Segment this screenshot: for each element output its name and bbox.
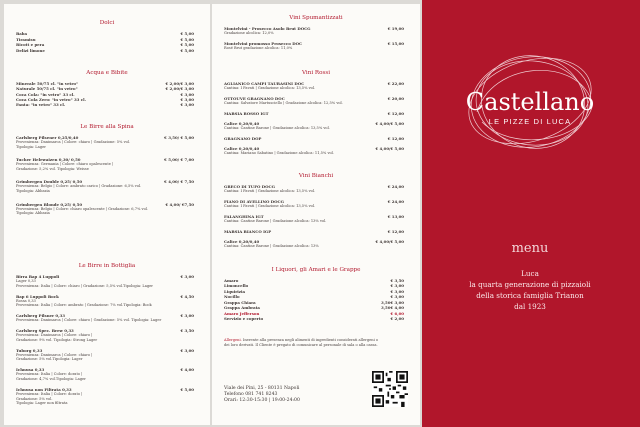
menu-item [224,294,404,299]
item-name: Ricott e pera [16,42,45,47]
phone-line: Telefono 081 741 8243 [224,392,278,398]
menu-item [224,229,404,234]
item-description: Gradazione alcolica: 12,0% [224,31,274,35]
item-description: Gradazione: 5% vol.Tipologia: Lager [16,357,83,362]
item-price: € 5,00 [180,47,194,53]
brand-subtitle: LE PIZZE DI LUCA [488,117,572,126]
item-name: Ichnusa non Filtrata 0,33 [16,387,72,392]
item-price: € 2,00/€ 3,00 [165,81,194,86]
item-name: FALANGHINA IGT [224,214,264,219]
item-price: € 4,50 [180,293,194,299]
menu-item [224,136,404,141]
item-description: Provenienza: Italia | Colore: ambrato | Gradazione: 7% vol.Tipologia: Bock [16,303,152,308]
item-description: Provenienza: Germania | Colore: chiaro opalescente | [16,162,114,167]
item-price: € 3,00 [180,96,194,102]
menu-item [16,48,194,53]
item-price: € 24,00 [387,184,404,189]
item-name: Naturale 50/75 cl. "in vetro" [16,86,78,92]
item-price: € 4,00/ € 7,50 [164,179,194,185]
allergens-note [224,338,420,347]
item-price: € 3,00 [180,347,194,353]
item-description: Provenienza: Italia | Colore: dorato | [16,372,83,377]
item-description: Tipologia: Lager non filtrata [16,401,68,406]
menu-item [224,300,404,305]
item-description: Provenienza: Danimarca | Colore: chiaro | Gradazione: 5% vol. [16,140,131,144]
section-title: Le Birre in Bottiglia [78,263,136,269]
item-name: MARSIA BIANCO IGP [224,229,272,234]
item-description: Cantina: I Favati | Gradazione alcolica: 13,5% vol. [224,86,316,90]
item-name: Fanta: "in vetro" 33 cl. [16,102,66,108]
item-description: Lager 0,33 [16,279,36,283]
item-name: Limoncello [224,283,249,289]
item-name: Tiramisu [16,36,36,42]
item-name: Calice 0,20/0,40 [224,239,260,245]
item-description: Rossa 0,33 [16,298,36,303]
item-description: Provenienza: Danimarca | Colore: chiaro | [16,333,93,338]
menu-item [16,42,194,47]
item-price: € 3,00 [390,288,404,294]
section-title: Vini Rossi [301,70,330,76]
item-name: Grappa Chiara [224,299,256,305]
item-description: Cantina: I Favati | Gradazione alcolica: 13,5% vol. [224,204,316,208]
item-description: Provenienza: Danimarca | Colore: chiaro | [16,352,93,357]
menu-item [16,81,194,86]
item-name: Delizi limone [16,47,45,53]
allergens-text: dei loro derivati. Il Cliente è pregato di comunicare al personale di sala o alla cassa. [224,342,378,347]
menu-item [224,289,404,294]
item-price: € 3,00 [390,294,404,300]
item-name: Grappa Ambrata [224,305,260,311]
item-name: Montelvini - Prosecco Asolo Brut DOCG [224,26,311,31]
item-description: Cantina: Cantine Barone | Gradazione alcolica: 13% [224,244,319,249]
item-description: Provenienza: Italia | Colore: chiaro | Gradazione: 5,5% vol.Tipologia: Lager [16,283,153,288]
item-price: € 12,00 [387,110,404,116]
item-description: Provenienza: Danimarca | Colore: chiaro | Gradazione: 5% vol. Tipologia: Lager [16,318,162,323]
item-name: Coca Cola Zero: "in vetro" 33 cl. [16,96,86,102]
item-price: € 6,00 [390,310,404,316]
item-description: Tipologia: Lager [16,144,46,149]
item-name: Servizio e coperto [224,316,264,322]
item-description: Cantina: Mariano Sabatino | Gradazione alcolica: 11,5% vol. [224,150,334,155]
item-name: Amaro [224,278,239,283]
item-name: GRAGNANO DOP [224,135,262,141]
item-description: Cantina: Cantine Barone | Gradazione alcolica: 13,5% vol. [224,125,330,130]
item-price: € 3,50/ € 5,00 [164,135,194,140]
item-price: € 3,50 [180,328,194,334]
menu-item [16,92,194,97]
item-price: 3,50€ 3,00 [380,299,404,305]
item-price: € 20,00 [387,95,404,101]
item-price: € 13,00 [387,214,404,219]
item-description: Tipologia: Abbazia [16,189,50,193]
section-title: I Liquori, gli Amari e le Grappe [271,267,361,273]
allergens-text: Inerente alla presenza negli alimenti di ingredienti considerati allergeni o [242,338,379,342]
item-price: € 4,00 [180,367,194,373]
menu-item [224,283,404,288]
menu-item [16,37,194,42]
item-name: Birra Bap 4 Luppoli [16,274,60,279]
menu-item [224,305,404,310]
item-name: Coca Cola: "in vetro" 33 cl. [16,91,75,97]
item-price: € 2,00 [390,316,404,322]
menu-item [16,86,194,91]
item-name: MARSIA ROSSO IGT [224,110,269,116]
item-description: Gradazione: 4,7% vol.Tipologia: Lager [16,377,86,381]
item-name: Grimbergen Double 0,25/ 0,50 [16,179,83,185]
hours-line: Orari: 12:30-15:30 | 19:00-24:00 [224,398,300,404]
menu-item [16,97,194,102]
item-name: Bap 6 Luppoli Bock [16,293,59,299]
item-name: Baba [16,31,28,36]
item-name: Carlsberg Pilsner 0,33 [16,313,65,319]
item-price: € 3,00 [390,283,404,289]
item-price: € 3,00 [180,274,194,279]
item-description: Gradazione: 5,2% vol. Tipologia: Weisse [16,166,89,171]
item-name: Tucher Helewaizen 0,30/ 0,50 [16,157,81,163]
item-price: € 2,00/€ 3,00 [165,86,194,92]
item-price: € 5,00 [180,31,194,36]
item-price: € 3,00 [180,91,194,97]
item-price: € 15,00 [387,40,404,46]
item-name: Liquirizia [224,288,245,294]
menu-item [224,316,404,321]
menu-item [16,102,194,107]
item-name: Minerale 50/75 cl. "in vetro" [16,81,79,86]
item-price: € 19,00 [387,26,404,31]
item-name: Ichnusa 0,33 [16,367,45,373]
menu-item [224,311,404,316]
item-name: Amaro Jefferson [224,310,260,316]
section-title: Vini Bianchi [298,173,334,179]
brand-name: Castellano [465,88,595,116]
section-title: Le Birre alla Spina [80,124,134,130]
item-name: Grimbergen Blonde 0,25/ 0,50 [16,201,83,207]
item-name: FIANO DI AVELLINO DOCG [224,199,284,204]
item-price: € 4,00/€ 5,00 [375,120,404,126]
section-title: Dolci [99,20,115,26]
item-price: € 3,00 [180,313,194,319]
section-title: Vini Spumantizzati [289,15,343,21]
item-price: € 5,00 [180,36,194,42]
item-price: 3,50€ 4,00 [380,305,404,311]
address-block [224,386,300,405]
menu-item [16,31,194,36]
item-price: € 12,00 [387,135,404,141]
menu-title: menu [511,241,549,256]
item-name: GRECO DI TUFO DOCG [224,184,275,189]
menu-item [224,278,404,283]
section-title: Acqua e Bibite [86,70,128,76]
item-price: € 4,00/ €7,50 [165,201,194,207]
item-price: € 24,00 [387,199,404,204]
item-description: Rosé Brut gradazione alcolica: 11,0% [224,45,293,50]
item-price: € 3,00 [180,102,194,108]
item-description: Cantina: I Favati | Gradazione alcolica: 13,5% vol. [224,189,316,193]
item-price: € 4,00/€ 5,00 [375,145,404,151]
item-description: Tipologia: Abbazia [16,211,50,216]
item-price: € 5,00/ € 7,00 [164,157,194,163]
item-price: € 4,00/€ 5,00 [375,239,404,245]
item-name: OTTOUVE GRAGNANO DOC [224,95,285,101]
item-name: Montelvini promosso Prosecco DOC [224,40,303,46]
item-name: AGLIANICO CAMPI TAURASINI DOC [224,81,305,86]
item-price: € 5,00 [180,42,194,47]
allergens-label: Allergeni. [224,338,243,342]
item-price: € 3,50 [390,278,404,283]
item-price: € 22,00 [387,81,404,86]
item-price: € 5,00 [180,387,194,392]
item-description: Provenienza: Belgio | Colore: chiaro opalescente | Gradazione: 6,7% vol. [16,206,149,211]
item-description: Gradazione: 9% vol. Tipologia: Strong Lager [16,337,98,342]
item-description: Cantina: Cantine Barone | Gradazione alcolica: 13% vol. [224,219,327,223]
item-name: Tuborg 0,33 [16,347,43,353]
qr-code-icon[interactable] [372,371,408,407]
menu-item [224,111,404,116]
item-name: Carlsberg Spec. Brew 0,33 [16,328,74,334]
item-description: Gradazione: 5% vol. [16,396,53,401]
item-description: Provenienza: Belgio | Colore: ambrato carico | Gradazione: 6,5% vol. [16,184,142,189]
tagline-line: Luca [521,269,539,278]
tagline-line: la quarta generazione di pizzaioli [469,280,591,289]
item-description: Cantina: Salvatore Martusciello | Gradazione alcolica: 12,5% vol. [224,100,343,105]
address-line: Viale dei Pini, 25 - 80131 Napoli [224,386,300,391]
item-name: Carlsberg Pilsener 0,25/0,40 [16,135,79,140]
item-name: Calice 0,20/0,40 [224,120,260,126]
item-description: Provenienza: Italia | Colore: dorato | [16,392,83,396]
tagline-line: dal 1923 [514,302,546,311]
item-name: Calice 0,20/0,40 [224,145,260,151]
item-price: € 12,00 [387,229,404,234]
item-name: Nocillo [224,294,240,300]
tagline-line: della storica famiglia Trianon [476,291,584,300]
